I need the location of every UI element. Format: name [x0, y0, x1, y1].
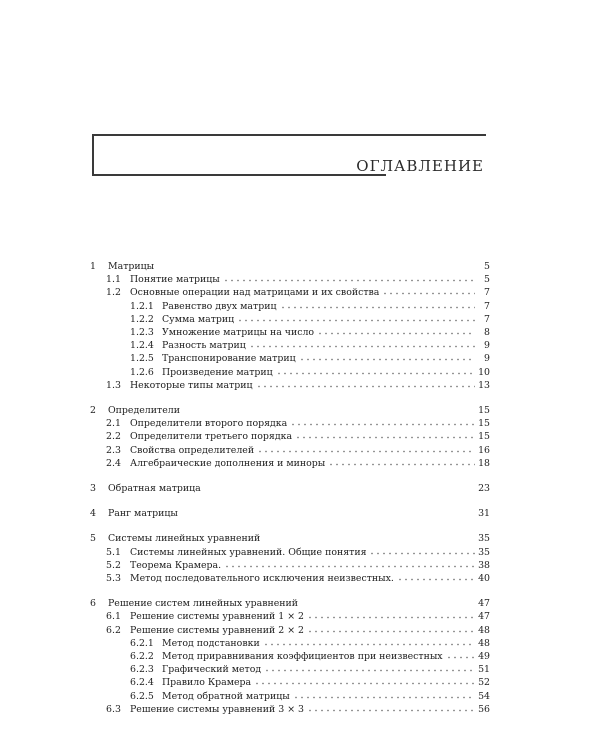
- toc-page-number: 56: [478, 703, 490, 715]
- toc-page-number: 5: [484, 261, 490, 272]
- toc-leader-dots: [276, 367, 475, 375]
- toc-chapter-row[interactable]: [90, 482, 490, 495]
- toc-number: 1.1: [106, 274, 121, 286]
- toc-page-number: 16: [478, 444, 490, 456]
- toc-chapter: [90, 597, 490, 716]
- toc-leader-dots: [295, 431, 475, 439]
- toc-subsection-row[interactable]: [90, 313, 490, 326]
- toc-subsection-row[interactable]: [90, 339, 490, 352]
- page-title: ОГЛАВЛЕНИЕ: [356, 157, 484, 175]
- toc-title: Определители третьего порядка: [130, 431, 293, 443]
- toc-number: 6.2.4: [130, 677, 154, 689]
- toc-leader-dots: [224, 560, 475, 568]
- toc-section-row[interactable]: [90, 559, 490, 572]
- toc-chapter-row[interactable]: [90, 404, 490, 417]
- toc-leader-dots: [223, 274, 475, 282]
- toc-chapter-row[interactable]: [90, 532, 490, 545]
- toc-page-number: 10: [478, 366, 490, 378]
- toc-page-number: 5: [484, 274, 490, 286]
- toc-leader-dots: [317, 327, 475, 335]
- toc-page-number: 38: [478, 559, 490, 571]
- toc-number: 5.3: [106, 573, 121, 585]
- toc-title: Метод обратной матрицы: [162, 690, 290, 702]
- toc-section-row[interactable]: [90, 624, 490, 637]
- toc-leader-dots: [256, 380, 475, 388]
- toc-title: Графический метод: [162, 664, 262, 676]
- toc-title: Умножение матрицы на число: [162, 327, 315, 339]
- toc-number: 1.2.5: [130, 353, 154, 365]
- toc-leader-dots: [369, 547, 475, 555]
- toc-section-row[interactable]: [90, 286, 490, 299]
- toc-page-number: 8: [484, 327, 490, 339]
- toc-section-row[interactable]: [90, 430, 490, 443]
- toc-title: Транспонирование матриц: [162, 353, 296, 365]
- toc-leader-dots: [254, 677, 475, 685]
- toc-number: 1: [90, 261, 96, 272]
- toc-title: Решение систем линейных уравнений: [108, 598, 299, 610]
- toc-chapter-row[interactable]: [90, 260, 490, 273]
- toc-title: Произведение матриц: [162, 366, 273, 378]
- toc-number: 2.4: [106, 457, 121, 469]
- toc-page-number: 7: [484, 300, 490, 312]
- toc-title: Матрицы: [108, 261, 155, 272]
- toc-title: Понятие матрицы: [130, 274, 220, 286]
- toc-page-number: 48: [478, 637, 490, 649]
- toc-leader-dots: [299, 353, 475, 361]
- toc-number: 1.3: [106, 379, 121, 391]
- toc-page-number: 47: [478, 598, 490, 610]
- toc-chapter: [90, 404, 490, 470]
- toc-leader-dots: [307, 611, 475, 619]
- toc-leader-dots: [382, 287, 475, 295]
- toc-chapter-row[interactable]: [90, 597, 490, 610]
- toc-chapter: [90, 532, 490, 585]
- toc-page-number: 18: [478, 457, 490, 469]
- toc-number: 2.1: [106, 418, 121, 430]
- toc-number: 1.2.3: [130, 327, 154, 339]
- toc-number: 4: [90, 508, 96, 520]
- table-of-contents: [90, 260, 490, 716]
- toc-title: Системы линейных уравнений: [108, 533, 261, 545]
- toc-page-number: 23: [478, 483, 490, 495]
- toc-title: Основные операции над матрицами и их свойства: [130, 287, 380, 299]
- toc-title: Равенство двух матриц: [162, 300, 277, 312]
- toc-leader-dots: [257, 445, 475, 453]
- toc-number: 1.2: [106, 287, 121, 299]
- toc-leader-dots: [290, 418, 475, 426]
- toc-page-number: 9: [484, 353, 490, 365]
- toc-subsection-row[interactable]: [90, 650, 490, 663]
- toc-title: Свойства определителей: [130, 444, 255, 456]
- toc-chapter: [90, 507, 490, 520]
- toc-page-number: 35: [478, 533, 490, 545]
- toc-number: 6.2.2: [130, 651, 154, 663]
- toc-section-row[interactable]: [90, 457, 490, 470]
- toc-number: 6: [90, 598, 96, 610]
- toc-number: 1.2.2: [130, 313, 154, 325]
- toc-leader-dots: [307, 704, 475, 712]
- toc-leader-dots: [397, 573, 475, 581]
- toc-page-number: 7: [484, 287, 490, 299]
- toc-title: Сумма матриц: [162, 313, 235, 325]
- toc-page-number: 7: [484, 313, 490, 325]
- toc-title: Обратная матрица: [108, 483, 201, 495]
- toc-number: 3: [90, 483, 96, 495]
- toc-leader-dots: [328, 458, 475, 466]
- toc-page-number: 49: [478, 651, 490, 663]
- toc-title: Правило Крамера: [162, 677, 252, 689]
- toc-leader-dots: [446, 651, 475, 659]
- toc-number: 6.2.1: [130, 637, 154, 649]
- toc-page-number: 9: [484, 340, 490, 352]
- toc-title: Разность матриц: [162, 340, 246, 352]
- toc-section-row[interactable]: [90, 417, 490, 430]
- toc-subsection-row[interactable]: [90, 663, 490, 676]
- toc-title: Метод подстановки: [162, 637, 260, 649]
- toc-leader-dots: [280, 301, 476, 309]
- heading-underline: [92, 174, 386, 176]
- toc-page-number: 31: [478, 508, 490, 520]
- toc-chapter: [90, 260, 490, 392]
- toc-leader-dots: [249, 340, 475, 348]
- toc-page-number: 48: [478, 624, 490, 636]
- toc-number: 2: [90, 405, 96, 417]
- toc-page-number: 15: [478, 431, 490, 443]
- toc-title: Системы линейных уравнений. Общие понятия: [130, 546, 367, 558]
- toc-section-row[interactable]: [90, 572, 490, 585]
- toc-number: 1.2.1: [130, 300, 154, 312]
- toc-number: 6.1: [106, 611, 121, 623]
- toc-page-number: 35: [478, 546, 490, 558]
- toc-page-number: 15: [478, 418, 490, 430]
- toc-number: 5.1: [106, 546, 121, 558]
- toc-chapter: [90, 482, 490, 495]
- toc-section-row[interactable]: [90, 546, 490, 559]
- toc-title: Метод приравнивания коэффициентов при неизвестных: [162, 651, 443, 663]
- toc-number: 6.3: [106, 703, 121, 715]
- toc-page-number: 52: [478, 677, 490, 689]
- toc-title: Некоторые типы матриц: [130, 379, 253, 391]
- toc-title: Теорема Крамера.: [130, 559, 222, 571]
- toc-title: Метод последовательного исключения неизвестных.: [130, 573, 394, 585]
- toc-number: 6.2.5: [130, 690, 154, 702]
- toc-subsection-row[interactable]: [90, 676, 490, 689]
- toc-leader-dots: [237, 314, 475, 322]
- toc-leader-dots: [307, 625, 475, 633]
- toc-title: Определители: [108, 405, 180, 417]
- toc-number: 2.3: [106, 444, 121, 456]
- toc-subsection-row[interactable]: [90, 300, 490, 313]
- toc-number: 5.2: [106, 559, 121, 571]
- toc-subsection-row[interactable]: [90, 637, 490, 650]
- toc-leader-dots: [263, 638, 475, 646]
- toc-page-number: 54: [478, 690, 490, 702]
- toc-title: Определители второго порядка: [130, 418, 288, 430]
- toc-number: 6.2: [106, 624, 121, 636]
- toc-number: 5: [90, 533, 96, 545]
- toc-number: 1.2.6: [130, 366, 154, 378]
- toc-section-row[interactable]: [90, 444, 490, 457]
- toc-title: Решение системы уравнений 1 × 2: [130, 611, 305, 623]
- toc-page-number: 40: [478, 573, 490, 585]
- toc-chapter-row[interactable]: [90, 507, 490, 520]
- toc-title: Алгебраические дополнения и миноры: [130, 457, 326, 469]
- toc-number: 6.2.3: [130, 664, 154, 676]
- toc-page-number: 15: [478, 405, 490, 417]
- toc-subsection-row[interactable]: [90, 690, 490, 703]
- toc-section-row[interactable]: [90, 703, 490, 716]
- toc-subsection-row[interactable]: [90, 326, 490, 339]
- toc-section-row[interactable]: [90, 379, 490, 392]
- toc-section-row[interactable]: [90, 610, 490, 623]
- toc-subsection-row[interactable]: [90, 352, 490, 365]
- toc-section-row[interactable]: [90, 273, 490, 286]
- toc-page-number: 51: [478, 664, 490, 676]
- toc-number: 1.2.4: [130, 340, 154, 352]
- toc-page-number: 47: [478, 611, 490, 623]
- toc-subsection-row[interactable]: [90, 366, 490, 379]
- toc-leader-dots: [264, 664, 475, 672]
- toc-leader-dots: [293, 691, 475, 699]
- toc-title: Ранг матрицы: [108, 508, 178, 520]
- toc-page-number: 13: [478, 379, 490, 391]
- toc-number: 2.2: [106, 431, 121, 443]
- toc-title: Решение системы уравнений 3 × 3: [130, 703, 305, 715]
- toc-title: Решение системы уравнений 2 × 2: [130, 624, 305, 636]
